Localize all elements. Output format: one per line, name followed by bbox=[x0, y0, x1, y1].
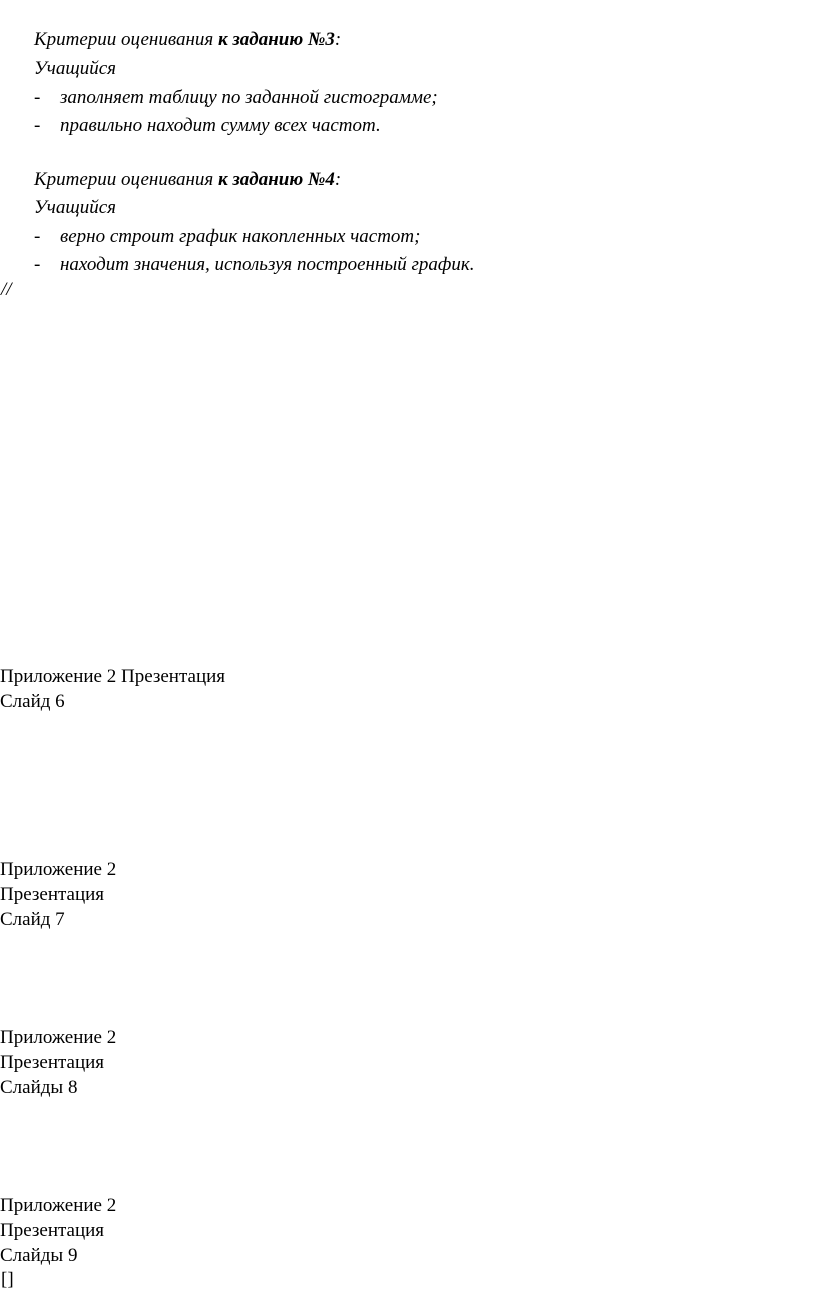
appendix-slide9-slide: Слайды 9 bbox=[0, 1245, 78, 1266]
criteria3-subject: Учащийся bbox=[34, 58, 116, 79]
bullet-dash: - bbox=[34, 87, 41, 108]
criteria4-heading-prefix: Критерии оценивания bbox=[34, 169, 218, 190]
criteria3-item-text: заполняет таблицу по заданной гистограмме; bbox=[60, 87, 438, 108]
criteria4-heading-task: к заданию №4 bbox=[217, 169, 335, 190]
criteria4-item-2 bbox=[34, 255, 475, 274]
appendix-slide6-slide: Слайд 6 bbox=[0, 691, 65, 712]
criteria3-heading-prefix: Критерии оценивания bbox=[34, 29, 218, 50]
criteria3-heading-colon: : bbox=[334, 29, 342, 50]
bullet-dash: - bbox=[34, 115, 41, 136]
appendix-slide7-slide: Слайд 7 bbox=[0, 909, 65, 930]
criteria3-item-text: правильно находит сумму всех частот. bbox=[60, 115, 381, 136]
appendix-slide6-title: Приложение 2 Презентация bbox=[0, 666, 226, 687]
appendix-slide8-slide: Слайды 8 bbox=[0, 1077, 78, 1098]
criteria4-heading bbox=[34, 170, 341, 189]
appendix-slide9-title: Приложение 2 bbox=[0, 1195, 117, 1216]
bullet-dash: - bbox=[34, 254, 41, 275]
criteria3-item-1 bbox=[34, 88, 438, 107]
appendix-slide8-title: Приложение 2 bbox=[0, 1027, 117, 1048]
appendix-slide7-title: Приложение 2 bbox=[0, 859, 117, 880]
appendix-slide7-presentation: Презентация bbox=[0, 884, 105, 905]
criteria3-item-2 bbox=[34, 116, 381, 135]
criteria3-heading-task: к заданию №3 bbox=[217, 29, 335, 50]
criteria4-item-text: находит значения, используя построенный график. bbox=[60, 254, 475, 275]
appendix-slide9-presentation: Презентация bbox=[0, 1220, 105, 1241]
criteria4-item-1 bbox=[34, 227, 420, 246]
appendix-slide8-presentation: Презентация bbox=[0, 1052, 105, 1073]
criteria4-subject: Учащийся bbox=[34, 197, 116, 218]
criteria3-heading bbox=[34, 30, 341, 49]
bullet-dash: - bbox=[34, 226, 41, 247]
criteria4-item-text: верно строит график накопленных частот; bbox=[60, 226, 421, 247]
placeholder-glyph-bottom: [] bbox=[1, 1269, 14, 1290]
criteria4-heading-colon: : bbox=[334, 169, 342, 190]
placeholder-glyph-top: // bbox=[1, 279, 12, 300]
